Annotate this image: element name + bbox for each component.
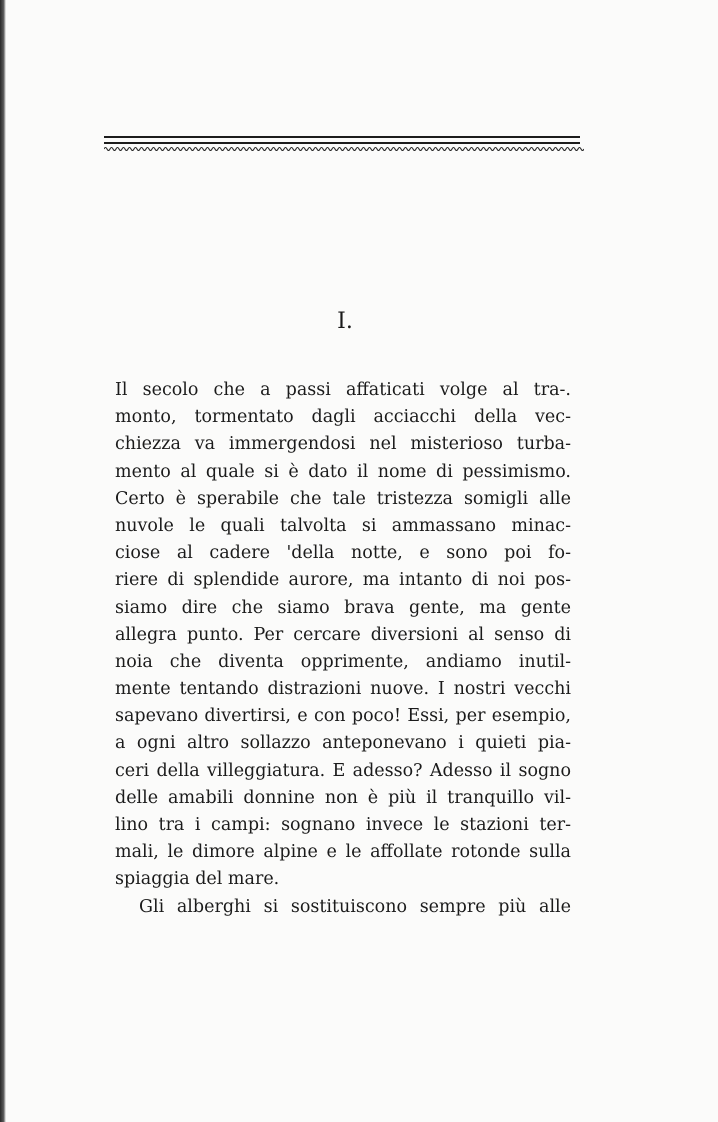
text-line: mente tentando distrazioni nuove. I nostri vecchi	[115, 679, 571, 700]
text-line: monto, tormentato dagli acciacchi della vec-	[115, 407, 571, 428]
text-line: lino tra i campi: sognano invece le stazioni ter-	[115, 815, 571, 835]
text-line: riere di splendide aurore, ma intanto di noi pos-	[115, 570, 571, 591]
text-line: Il secolo che a passi affaticati volge al tra-.	[115, 380, 571, 400]
text-line: mali, le dimore alpine e le affollate rotonde sulla	[115, 842, 571, 863]
text-line: mento al quale si è dato il nome di pessimismo.	[115, 461, 571, 482]
text-line-paragraph-end: spiaggia del mare.	[115, 869, 280, 890]
wavy-ornament-line	[104, 145, 584, 153]
body-text	[115, 377, 571, 921]
text-line-paragraph-start: Gli alberghi si sostituiscono sempre più alle	[139, 896, 571, 917]
text-line: allegra punto. Per cercare diversioni al senso di	[115, 624, 571, 645]
text-line: siamo dire che siamo brava gente, ma gente	[115, 597, 571, 618]
text-line: delle amabili donnine non è più il tranquillo vil-	[115, 787, 571, 808]
text-line: chiezza va immergendosi nel misterioso turba-	[115, 434, 571, 455]
text-line: Certo è sperabile che tale tristezza somigli alle	[115, 488, 571, 509]
binding-edge	[0, 0, 6, 1122]
text-line: nuvole le quali talvolta si ammassano minac-	[115, 515, 571, 536]
text-line: ciose al cadere 'della notte, e sono poi fo-	[115, 543, 571, 564]
decorative-header-rule	[104, 136, 584, 154]
chapter-number: I.	[337, 309, 353, 334]
header-rule-line-bottom	[104, 142, 580, 144]
text-line: sapevano divertirsi, e con poco! Essi, per esempio,	[115, 706, 571, 727]
text-line: ceri della villeggiatura. E adesso? Adesso il sogno	[115, 760, 571, 781]
text-line: noia che diventa opprimente, andiamo inutil-	[115, 651, 571, 672]
text-line: a ogni altro sollazzo anteponevano i quieti pia-	[115, 733, 571, 754]
header-rule-line-top	[104, 136, 580, 138]
